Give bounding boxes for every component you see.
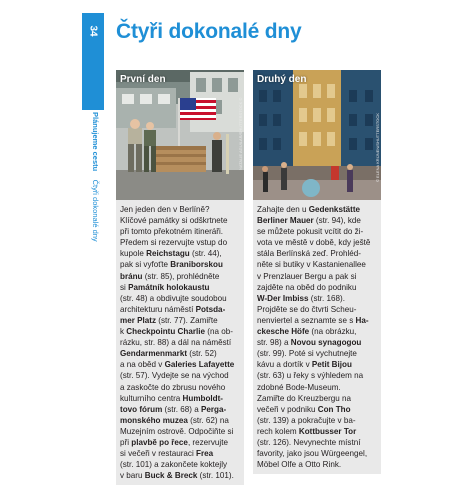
itinerary-text: si <box>120 282 129 292</box>
itinerary-text: kávu a dortík v <box>257 360 312 370</box>
itinerary-text: Zahajte den u <box>257 205 309 214</box>
checkpoint-charlie-photo <box>116 70 244 200</box>
itinerary-text: (na ob- <box>205 327 233 337</box>
itinerary-line <box>257 426 377 437</box>
day-one-itinerary <box>116 200 244 485</box>
itinerary-text: (str. 101) a zakončete koktejly <box>120 460 228 470</box>
itinerary-line <box>257 237 377 248</box>
itinerary-text: něte si butiky v Kastanienallee <box>257 260 366 270</box>
itinerary-text: v Prenzlauer Bergu a pak si <box>257 271 357 281</box>
highlighted-place: Perga- <box>200 404 227 414</box>
itinerary-line <box>257 359 377 370</box>
itinerary-line <box>257 293 377 304</box>
itinerary-line <box>257 459 377 470</box>
itinerary-text: Jen jeden den v Berlíně? <box>120 205 210 214</box>
itinerary-line <box>257 304 377 315</box>
itinerary-text: Muzejním ostrově. Odpočiňte si <box>120 426 234 436</box>
itinerary-text: str. 98) a <box>257 338 291 348</box>
itinerary-text: v baru <box>120 471 145 481</box>
itinerary-text: (str. 44), <box>189 249 222 259</box>
itinerary-text: (str. 62) na <box>187 415 229 425</box>
highlighted-place: Checkpointu Charlie <box>126 327 205 337</box>
itinerary-text: Klíčové památky si odškrtnete <box>120 216 228 226</box>
itinerary-text: Předem si rezervujte vstup do <box>120 238 228 248</box>
itinerary-line <box>120 204 240 215</box>
itinerary-line <box>120 370 240 381</box>
itinerary-line <box>120 237 240 248</box>
day-two-label: Druhý den <box>257 74 307 85</box>
itinerary-text: Projděte se do čtvrti Scheu- <box>257 304 357 314</box>
highlighted-place: Galeries Lafayette <box>164 360 235 370</box>
itinerary-text: vota ve městě v době, kdy ještě <box>257 238 371 248</box>
itinerary-text: při tomto překotném itineráři. <box>120 227 224 237</box>
highlighted-place: Reichstagu <box>146 249 190 259</box>
itinerary-line <box>257 204 377 215</box>
itinerary-text: (str. 52) <box>187 349 217 359</box>
highlighted-place: Gedenkstätte <box>308 205 361 214</box>
itinerary-line <box>120 271 240 282</box>
itinerary-text: při <box>120 437 132 447</box>
itinerary-line <box>257 271 377 282</box>
checkpoint-charlie-illustration <box>116 70 244 200</box>
itinerary-text: (str. 57). Vydejte se na východ <box>120 371 229 381</box>
highlighted-place: Potsda- <box>195 304 226 314</box>
highlighted-place: plavbě po řece <box>131 437 188 447</box>
itinerary-text: kulturního centra <box>120 393 183 403</box>
highlighted-place: Ha- <box>355 315 369 325</box>
page-number <box>82 16 104 46</box>
itinerary-line <box>257 226 377 237</box>
highlighted-place: Buck & Breck <box>144 471 198 481</box>
itinerary-line <box>120 304 240 315</box>
itinerary-line <box>120 393 240 404</box>
hackesche-hofe-photo <box>253 70 381 200</box>
itinerary-text: Zamiřte do Kreuzbergu na <box>257 393 352 403</box>
itinerary-text: a na oběd v <box>120 360 165 370</box>
itinerary-line <box>120 459 240 470</box>
itinerary-line <box>120 293 240 304</box>
itinerary-line <box>120 437 240 448</box>
itinerary-text: (str. 48) a obdivujte soudobou <box>120 293 227 303</box>
highlighted-place: Novou synagogou <box>290 338 362 348</box>
highlighted-place: Památník holokaustu <box>128 282 210 292</box>
itinerary-line <box>120 315 240 326</box>
itinerary-line <box>120 359 240 370</box>
section-name: Plánujeme cestu <box>91 112 100 172</box>
photo-credit: © ELENA KRIJNEN/SHUTTERSTOCK <box>375 113 380 182</box>
day-two-itinerary <box>253 200 381 474</box>
highlighted-place: Con Tho <box>317 404 351 414</box>
highlighted-place: mer Platz <box>120 315 156 325</box>
itinerary-line <box>120 259 240 270</box>
itinerary-text: (str. 85), prohlédněte <box>142 271 220 281</box>
itinerary-line <box>257 248 377 259</box>
itinerary-text: Möbel Olfe a Otto Rink. <box>257 460 342 470</box>
highlighted-place: ckesche Höfe <box>257 327 310 337</box>
itinerary-line <box>257 415 377 426</box>
itinerary-text: a zaskočte do zbrusu nového <box>120 382 226 392</box>
itinerary-text: pak si vyfoťte <box>120 260 171 270</box>
itinerary-text: k <box>120 327 127 337</box>
itinerary-line <box>120 470 240 481</box>
itinerary-line <box>257 215 377 226</box>
itinerary-line <box>120 326 240 337</box>
highlighted-place: monského muzea <box>120 415 188 425</box>
itinerary-line <box>120 337 240 348</box>
itinerary-text: rázku, str. 88) a dál na náměstí <box>120 338 232 348</box>
itinerary-line <box>120 404 240 415</box>
itinerary-text: (str. 77). Zamiřte <box>156 315 218 325</box>
itinerary-text: večeři v podniku <box>257 404 318 414</box>
itinerary-text: se můžete pokusit vcítit do ži- <box>257 227 364 237</box>
itinerary-line <box>120 426 240 437</box>
highlighted-place: Braniborskou <box>170 260 223 270</box>
itinerary-line <box>257 282 377 293</box>
day-one-label: První den <box>120 74 166 85</box>
itinerary-text: kupole <box>120 249 147 259</box>
itinerary-text: (str. 101). <box>197 471 234 481</box>
section-separator <box>91 173 100 177</box>
itinerary-text: favority, jako jsou Würgeengel, <box>257 449 368 459</box>
itinerary-text: (str. 63) u řeky s výhledem na <box>257 371 364 381</box>
itinerary-text: rech kolem <box>257 426 299 436</box>
itinerary-text: si večeři v restauraci <box>120 449 197 459</box>
highlighted-place: Gendarmenmarkt <box>120 349 188 359</box>
itinerary-line <box>257 259 377 270</box>
itinerary-text: nenviertel a seznamte se s <box>257 315 356 325</box>
itinerary-text: (str. 94), kde <box>313 216 361 226</box>
itinerary-line <box>257 315 377 326</box>
itinerary-line <box>120 226 240 237</box>
highlighted-place: tovo fórum <box>120 404 163 414</box>
itinerary-line <box>120 248 240 259</box>
itinerary-line <box>257 448 377 459</box>
highlighted-place: Kottbusser Tor <box>298 426 357 436</box>
highlighted-place: Berliner Mauer <box>257 216 314 226</box>
page-title: Čtyři dokonalé dny <box>116 20 302 43</box>
subsection-name: Čtyři dokonalé dny <box>91 179 100 242</box>
itinerary-text: (str. 139) a pokračujte v ba- <box>257 415 356 425</box>
itinerary-text: (str. 68) a <box>162 404 201 414</box>
photo-credit: NATALIE AGUILAR/SHUTTERSTOCK © <box>238 97 243 170</box>
itinerary-text: (str. 99). Poté si vychutnejte <box>257 349 357 359</box>
itinerary-line <box>257 404 377 415</box>
running-header <box>86 112 100 392</box>
hackesche-hofe-illustration <box>253 70 381 200</box>
highlighted-place: W-Der Imbiss <box>257 293 309 303</box>
itinerary-line <box>120 415 240 426</box>
itinerary-line <box>120 382 240 393</box>
itinerary-text: zdobné Bode-Museum. <box>257 382 341 392</box>
highlighted-place: Frea <box>196 449 214 459</box>
itinerary-line <box>120 215 240 226</box>
itinerary-line <box>120 448 240 459</box>
itinerary-line <box>257 393 377 404</box>
itinerary-text: (str. 126). Nevynechte místní <box>257 437 361 447</box>
itinerary-text: , rezervujte <box>187 437 228 447</box>
itinerary-text: zajděte na oběd do podniku <box>257 282 357 292</box>
itinerary-text: architekturu náměstí <box>120 304 196 314</box>
itinerary-line <box>120 348 240 359</box>
highlighted-place: bránu <box>120 271 143 281</box>
page-number-text: 34 <box>87 25 99 37</box>
itinerary-line <box>120 282 240 293</box>
itinerary-text: (str. 168). <box>308 293 345 303</box>
itinerary-line <box>257 370 377 381</box>
day-two-column <box>253 70 381 474</box>
highlighted-place: Humboldt- <box>182 393 224 403</box>
highlighted-place: Petit Bijou <box>311 360 352 370</box>
itinerary-text: (na obrázku, <box>309 327 357 337</box>
day-one-column <box>116 70 244 485</box>
itinerary-line <box>257 337 377 348</box>
itinerary-line <box>257 326 377 337</box>
itinerary-text: stála Berlínská zeď. Prohléd- <box>257 249 361 259</box>
itinerary-line <box>257 348 377 359</box>
itinerary-line <box>257 437 377 448</box>
itinerary-line <box>257 382 377 393</box>
